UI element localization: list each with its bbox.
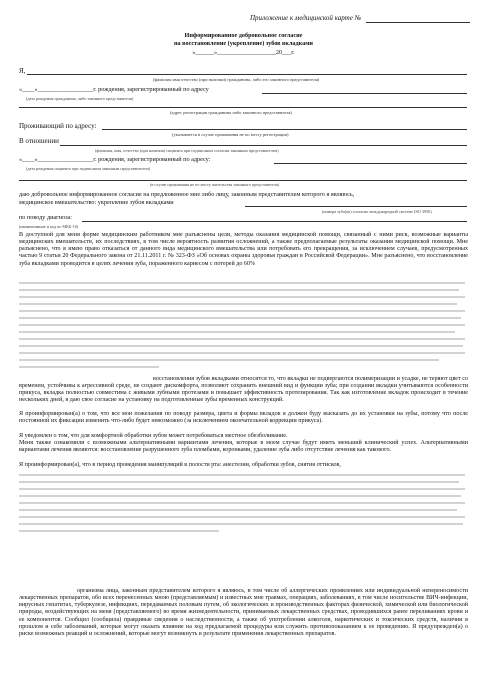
diagnosis-caption: (наименование и код по МКБ-10) [19,224,79,229]
paragraph-wishes: Я проинформирован(а) о том, что все мои пожелания по поводу размера, цвета и формы вкладок я должен буду высказать до их установки на зубы, потому что после постоянной их фиксации изменить что-либо будет невозможно (за исключением окончательной коррекции прикуса). [19,411,468,425]
ya-label: Я, [19,67,26,75]
consent-line-2: медицинское вмешательство: укрепление зубов вкладками [19,199,174,206]
patient-address-field[interactable] [274,163,467,164]
address-field[interactable] [262,93,467,94]
card-number-line[interactable] [366,22,470,23]
birth2-label: «____»__________________г. рождения, зарегистрированный по адресу: [19,156,211,163]
consent-line-1: даю добровольное информированное согласие на предложенное мне либо лицу, законным представителем которого я являюсь, [19,191,355,198]
faded-text-region-2 [19,471,468,539]
paragraph-advantages: восстановления зубов вкладками относится то, что вкладки не подвергаются полимеризации и усадке, не теряют цвет со временем, устойчивы к агрессивной среде, не создают дискомфорта, позволяют сохранить внешний вид и функции зуба; при создании вкладки учитываются особенности прикуса, вкладка полностью совместима с живыми зубными протезами и повышает эффективность протезирования. Так как изготовление вкладок происходит в течение нескольких дней, я даю свое согласие на установку на подготовленные зубы временных конструкций. [19,376,468,404]
fio-caption: (фамилия имя отчество (при наличии) гражданина, либо его законного представителя) [153,77,320,82]
document-subtitle: на восстановление (укрепление) зубов вкладками [173,40,314,47]
living-caption: (указывается в случае проживания не по месту регистрации) [172,132,289,137]
paragraph-informed: организма лица, законным представителем которого я являюсь, в том числе об аллергических проявлениях или индивидуальной непереносимости лекарственных препаратов, обо всех перенесенных мною (представляемым) и известных мне травмах, операциях, заболеваниях, в том числе носительстве ВИЧ-инфекции, вирусных гепатитах, туберкулезе, инфекциях, передаваемых половым путем, об экологических и производственных факторах физической, химической или биологической природы, воздействующих на меня (представляемого) во время жизнедеятельности, принимаемых лекарственных средствах, проводившихся ранее переливаниях крови и ее компонентов. Сообщил (сообщила) правдивые сведения о наследственности, а также об употреблении алкоголя, наркотических и токсических средств, наличии в прошлом и себе заболеваний, которые могут оказать влияние на ход предлагаемой процедуры или служить противопоказанием к ее проведению. Я предупрежден(а) о риске возможных реакций и осложнений, которые могут возникнуть в результате применения лекарственных препаратов. [19,588,468,637]
diagnosis-label: по поводу диагноза: [19,214,72,221]
paragraph-alternatives: Меня также ознакомили с возможными альтернативными вариантами лечения, которые в моем случае будут иметь меньший клинический успех. Альтернативными вариантами лечения являются: восстановление разрушенного зуба пломбами, коронками, удаление зуба либо отсутствие лечения как такового. [19,440,468,454]
birth2-caption: (дата рождения пациента при подписании законным представителем) [26,166,151,171]
birth-caption: (дата рождения гражданина, либо законного представителя) [26,96,134,101]
living2-caption: (в случае проживания не по месту жительства законного представителя) [150,182,280,187]
regard-caption: (фамилия, имя, отчество (при наличии) пациента при подписании согласия законным представителем) [95,148,279,153]
regard-label: В отношении [19,137,59,145]
faded-text-region [19,279,468,374]
diagnosis-field[interactable] [82,221,467,222]
paragraph-anesthesia: Я уведомлен о том, что для комфортной обработки зубов может потребоваться местное обезболивание. [19,433,288,439]
appendix-label: Приложение к медицинской карте № [250,14,362,22]
paragraph-manipulations: Я проинформирован(а), что в период проведения манипуляций в полости рта: анестезии, обработки зубов, снятия оттисков, [19,462,341,468]
paragraph-goals: В доступной для меня форме медицинским работником мне разъяснены цели, методы оказания медицинской помощи, связанный с ними риск, возможные варианты медицинских вмешательств, их последствиях, в том числе вероятность развития осложнений, а также предполагаемые результаты оказания медицинской помощи. Мне разъяснено, что я имею право отказаться от данного вида медицинского вмешательства или потребовать его прекращения, за исключением случаев, предусмотренных частью 9 статьи 20 Федерального закона от 21.11.2011 г. № 323-ФЗ «Об основах охраны здоровья граждан в Российской Федерации». Мне разъяснено, что восстановление зуба вкладками проводится в целях лечения зуба, пораженного кариесом с потерей до 60% [19,232,468,267]
document-date[interactable]: «______»___________________20___г. [192,49,295,56]
address-field-2[interactable] [19,107,467,108]
patient-fio-field[interactable] [60,145,467,146]
reg-caption: (адрес регистрации гражданина либо законного представителя) [170,110,292,115]
fio-field[interactable] [27,74,467,75]
document-title: Информированное добровольное согласие [184,32,303,39]
tooth-numbers-field[interactable] [245,206,467,207]
living-label: Проживающий по адресу: [19,122,97,130]
living-field[interactable] [102,129,467,130]
birth-label: «____»__________________г. рождения, зарегистрированный по адресу [19,86,209,93]
tooth-caption: (номера зуба(ов) согласно международной системе ISO 3950) [322,209,432,214]
patient-address-field-2[interactable] [19,180,467,181]
